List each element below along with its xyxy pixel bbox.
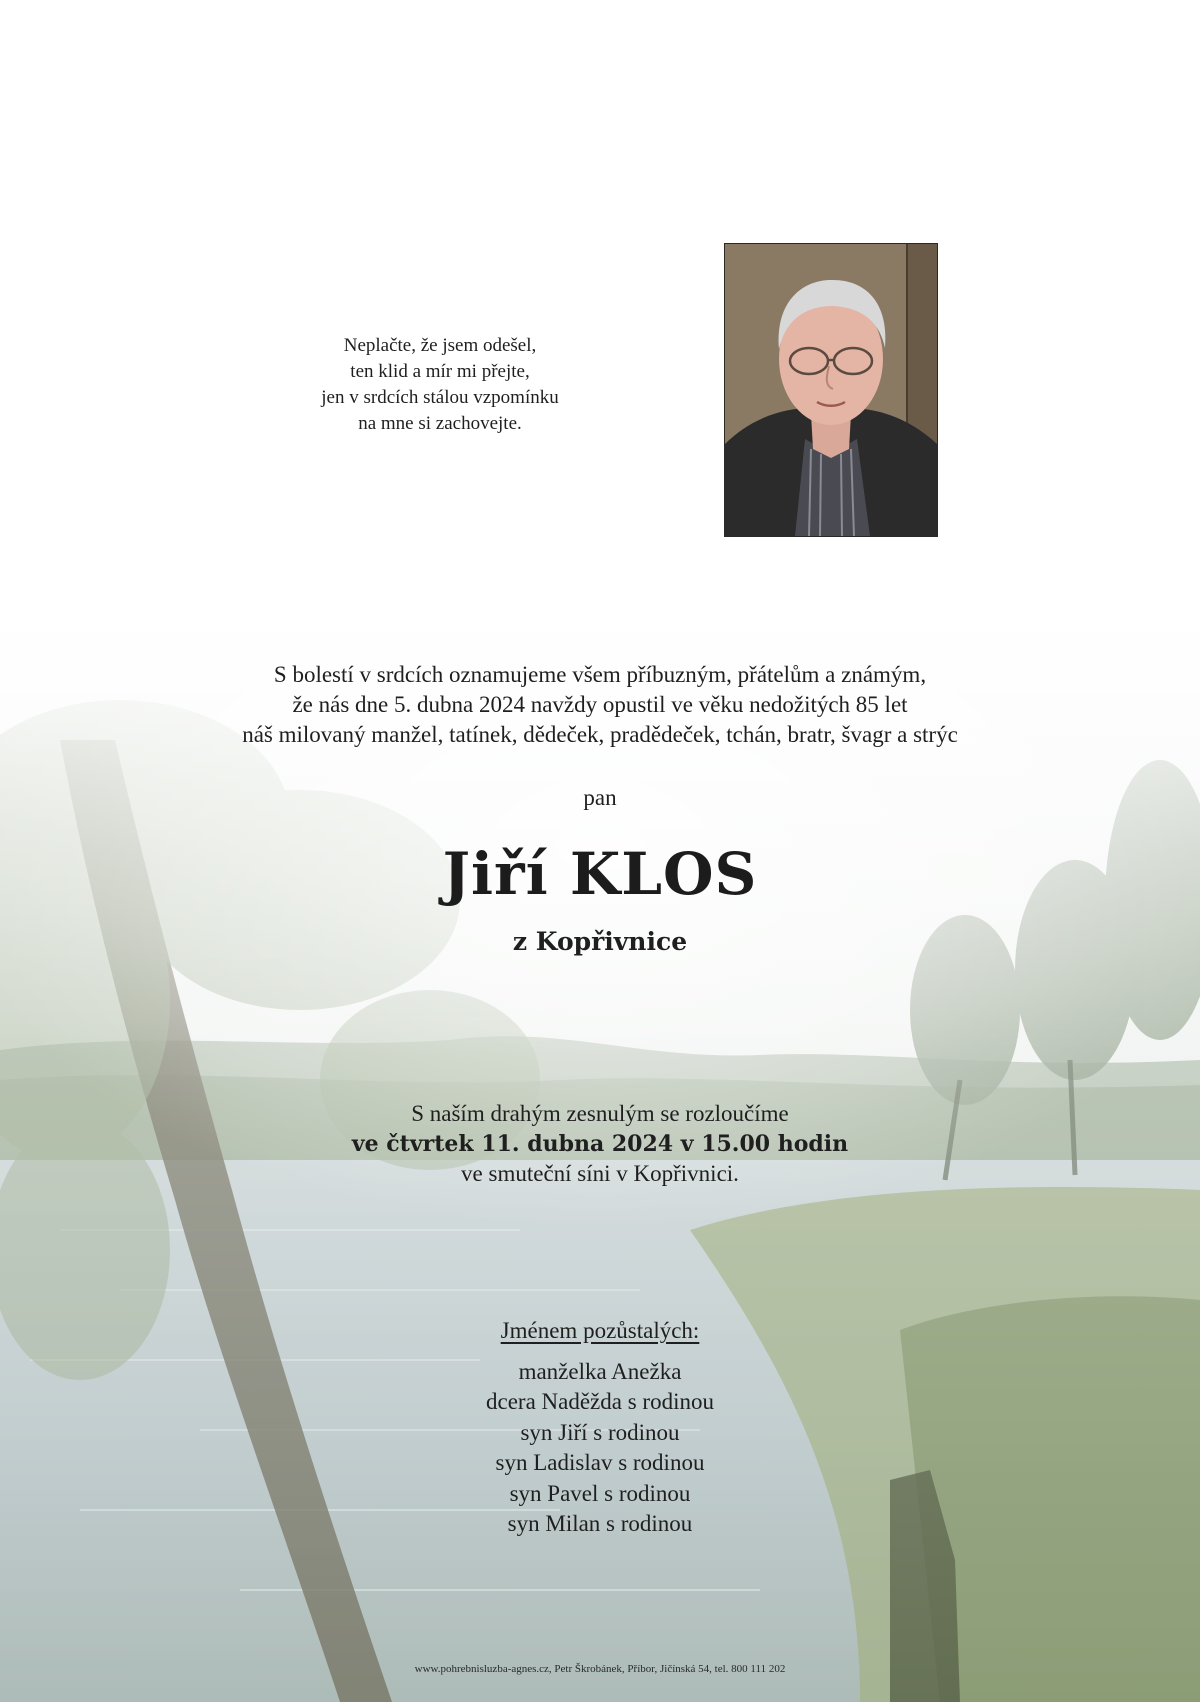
farewell-info	[0, 1099, 1200, 1189]
footer-contact: www.pohrebnisluzba-agnes.cz, Petr Škrobánek, Příbor, Jičínská 54, tel. 800 111 202	[414, 1663, 786, 1675]
portrait-photo-icon	[725, 244, 937, 536]
announcement-line: S bolestí v srdcích oznamujeme všem příbuzným, přátelům a známým,	[273, 662, 927, 687]
poem-line: jen v srdcích stálou vzpomínku	[321, 387, 559, 408]
deceased-name: Jiří KLOS	[442, 840, 758, 908]
poem-line: na mne si zachovejte.	[358, 413, 522, 434]
mourners-heading: Jménem pozůstalých:	[500, 1318, 700, 1343]
name-prefix: pan	[583, 785, 617, 810]
deceased-origin: z Kopřivnice	[512, 927, 688, 956]
announcement-line: že nás dne 5. dubna 2024 navždy opustil ve věku nedožitých 85 let	[292, 692, 908, 717]
poem-line: ten klid a mír mi přejte,	[350, 361, 530, 382]
mourner-item: manželka Anežka	[518, 1358, 682, 1384]
portrait-photo	[724, 243, 938, 537]
farewell-intro: S naším drahým zesnulým se rozloučíme	[411, 1101, 789, 1126]
mourners	[0, 1316, 1200, 1540]
mourner-item: syn Ladislav s rodinou	[495, 1450, 705, 1475]
mourner-item: syn Pavel s rodinou	[509, 1480, 691, 1506]
mourner-item: syn Milan s rodinou	[507, 1511, 693, 1536]
farewell-datetime: ve čtvrtek 11. dubna 2024 v 15.00 hodin	[351, 1131, 849, 1157]
farewell-place: ve smuteční síni v Kopřivnici.	[461, 1161, 739, 1186]
announcement	[0, 660, 1200, 750]
mourner-item: dcera Naděžda s rodinou	[486, 1389, 714, 1414]
poem-line: Neplačte, že jsem odešel,	[343, 335, 537, 356]
mourner-item: syn Jiří s rodinou	[520, 1419, 680, 1445]
poem	[230, 333, 650, 437]
announcement-line: náš milovaný manžel, tatínek, dědeček, pradědeček, tchán, bratr, švagr a strýc	[242, 722, 958, 747]
